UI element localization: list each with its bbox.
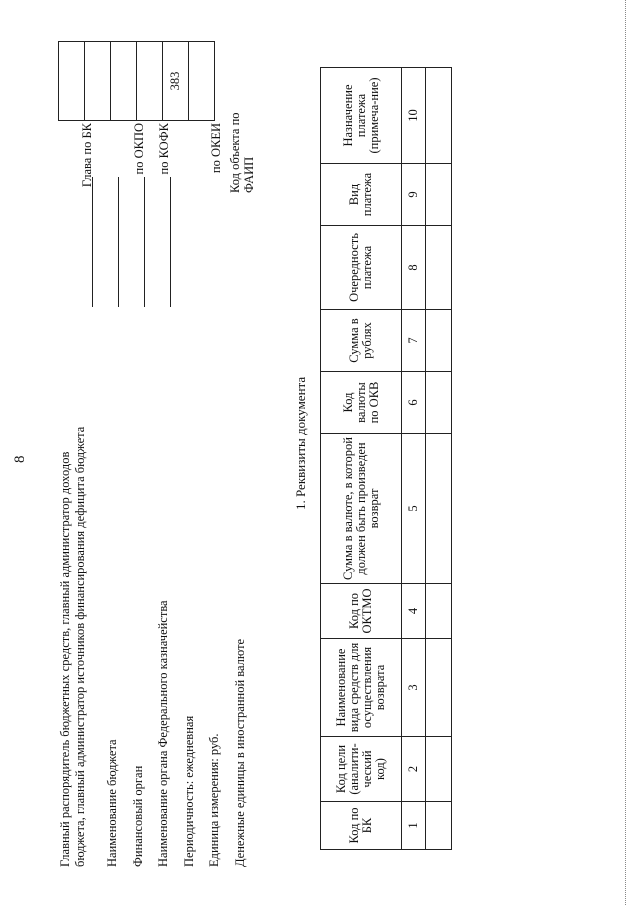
code-boxes xyxy=(58,41,215,121)
page-number: 8 xyxy=(12,455,28,463)
table-cell[interactable] xyxy=(426,639,452,737)
th-rub-sum: Сумма в рублях xyxy=(321,310,402,372)
header-row-2: бюджета, главный администратор источников финансирования дефицита бюджета xyxy=(73,426,87,867)
col-num: 4 xyxy=(402,584,426,639)
th-currency-sum: Сумма в валюте, в которой должен быть произведен возврат xyxy=(321,434,402,584)
header-row-unit: Единица измерения: руб. xyxy=(207,733,221,867)
header-row-budget: Наименование бюджета xyxy=(105,739,119,867)
code-bk[interactable] xyxy=(59,42,85,121)
table-cell[interactable] xyxy=(426,434,452,584)
table-cell[interactable] xyxy=(426,164,452,226)
col-num: 6 xyxy=(402,372,426,434)
table-cell[interactable] xyxy=(426,802,452,850)
table-cell[interactable] xyxy=(426,310,452,372)
col-num: 1 xyxy=(402,802,426,850)
th-oktmo: Код по ОКТМО xyxy=(321,584,402,639)
header-row-currency: Денежные единицы в иностранной валюте xyxy=(233,638,247,867)
th-currency-code: Код валюты по ОКВ xyxy=(321,372,402,434)
th-payment-type: Вид платежа xyxy=(321,164,402,226)
label-bk: Глава по БК xyxy=(80,123,94,188)
label-okei: по ОКЕИ xyxy=(209,123,223,174)
table-cell[interactable] xyxy=(426,584,452,639)
requisites-table xyxy=(320,67,452,850)
col-num: 7 xyxy=(402,310,426,372)
code-period[interactable] xyxy=(137,42,163,121)
header-row-1: Главный распорядитель бюджетных средств, главный администратор доходов xyxy=(58,451,72,867)
col-num: 10 xyxy=(402,68,426,164)
label-faip-2: ФАИП xyxy=(242,156,256,193)
header-row-treasury: Наименование органа Федерального казначейства xyxy=(156,600,170,867)
table-header-row xyxy=(321,68,402,850)
code-kofk[interactable] xyxy=(111,42,137,121)
th-kbk: Код по БК xyxy=(321,802,402,850)
code-okpo[interactable] xyxy=(85,42,111,121)
table-number-row xyxy=(402,68,426,850)
label-kofk: по КОФК xyxy=(157,123,171,175)
code-faip[interactable] xyxy=(189,42,215,121)
col-num: 3 xyxy=(402,639,426,737)
scan-edge xyxy=(625,0,626,905)
th-funds-type: Наименование вида средств для осуществления возврата xyxy=(321,639,402,737)
label-faip-1: Код объекта по xyxy=(228,112,242,193)
table-cell[interactable] xyxy=(426,68,452,164)
table-cell[interactable] xyxy=(426,226,452,310)
th-purpose: Назначение платежа (примеча-ние) xyxy=(321,68,402,164)
code-labels xyxy=(0,112,256,205)
table-cell[interactable] xyxy=(426,372,452,434)
table-row xyxy=(426,68,452,850)
col-num: 8 xyxy=(402,226,426,310)
section-title: 1. Реквизиты документа xyxy=(293,376,308,510)
col-num: 2 xyxy=(402,737,426,802)
col-num: 9 xyxy=(402,164,426,226)
th-priority: Очередность платежа xyxy=(321,226,402,310)
label-okpo: по ОКПО xyxy=(132,123,146,175)
header-row-period: Периодичность: ежедневная xyxy=(182,715,196,867)
table-cell[interactable] xyxy=(426,737,452,802)
th-goal-code: Код цели (аналити-ческий код) xyxy=(321,737,402,802)
header-row-finance: Финансовый орган xyxy=(131,765,145,867)
col-num: 5 xyxy=(402,434,426,584)
code-okei[interactable]: 383 xyxy=(163,42,189,121)
